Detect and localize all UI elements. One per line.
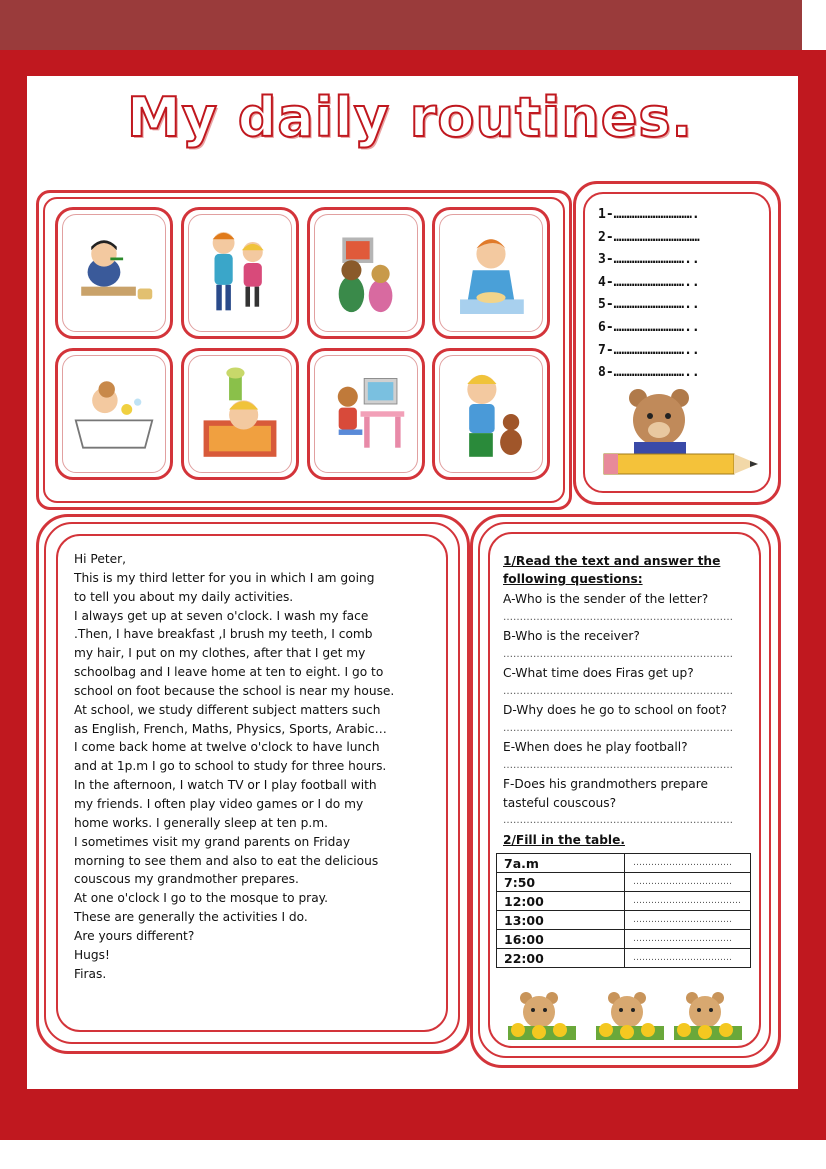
letter-line: schoolbag and I leave home at ten to eight. I go to (74, 665, 384, 680)
time-cell: 7a.m (497, 854, 625, 873)
answer-blank[interactable]: 4-……………………….. (598, 274, 700, 290)
child-sleeping-icon (189, 356, 291, 472)
letter-line: couscous my grandmother prepares. (74, 872, 299, 887)
kid-at-computer-icon (315, 356, 417, 472)
letter-line: I sometimes visit my grand parents on Friday (74, 834, 351, 849)
exercise1-heading: 1/Read the text and answer the following questions: (503, 554, 721, 586)
picture-card-5 (55, 348, 173, 480)
answer-blank[interactable]: 3-……………………….. (598, 252, 700, 268)
exercise2-heading: 2/Fill in the table. (503, 833, 625, 847)
letter-line: .Then, I have breakfast ,I brush my teeth, I comb (74, 627, 373, 642)
answer-blanks-list (598, 204, 700, 385)
question-d: D-Why does he go to school on foot? (503, 703, 727, 717)
time-cell: 13:00 (497, 911, 625, 930)
table-row (497, 892, 751, 911)
answer-line-c[interactable]: …………………………………………………………… (503, 685, 733, 697)
letter-line: At school, we study different subject matters such (74, 702, 381, 717)
picture-card-6 (181, 348, 299, 480)
boy-eating-breakfast-icon (440, 215, 542, 331)
questions-list (503, 590, 753, 831)
letter-line: morning to see them and also to eat the delicious (74, 853, 379, 868)
teddy-bear-with-pencil-icon (598, 386, 764, 486)
time-cell: 16:00 (497, 930, 625, 949)
activity-cell[interactable]: …………………………… (625, 930, 751, 949)
letter-text (74, 550, 434, 983)
worksheet-title: My daily routines. (126, 86, 694, 149)
question-a: A-Who is the sender of the letter? (503, 592, 709, 606)
picture-card-8 (432, 348, 550, 480)
letter-line: Hugs! (74, 947, 110, 962)
picture-card-1 (55, 207, 173, 339)
letter-line: I always get up at seven o'clock. I wash my face (74, 608, 369, 623)
boy-brushing-teeth-icon (63, 215, 165, 331)
answer-blank[interactable]: 6-……………………….. (598, 319, 700, 335)
letter-line: At one o'clock I go to the mosque to pray. (74, 891, 329, 906)
table-row (497, 911, 751, 930)
time-cell: 12:00 (497, 892, 625, 911)
time-cell: 22:00 (497, 949, 625, 968)
question-f: F-Does his grandmothers prepare tasteful couscous? (503, 777, 708, 810)
time-cell: 7:50 (497, 873, 625, 892)
letter-line: to tell you about my daily activities. (74, 589, 294, 604)
activity-cell[interactable]: …………………………… (625, 949, 751, 968)
activity-cell[interactable]: …………………………… (625, 911, 751, 930)
answer-blank[interactable]: 7-……………………….. (598, 342, 700, 358)
fill-table (496, 853, 751, 968)
picture-card-2 (181, 207, 299, 339)
activity-cell[interactable]: …………………………… (625, 854, 751, 873)
answer-line-e[interactable]: …………………………………………………………… (503, 759, 733, 771)
answer-line-f[interactable]: …………………………………………………………… (503, 815, 733, 826)
question-c: C-What time does Firas get up? (503, 666, 694, 680)
answer-blank[interactable]: 1-…………………………. (598, 207, 700, 222)
kids-watching-tv-icon (315, 215, 417, 331)
table-row (497, 873, 751, 892)
letter-line: Are yours different? (74, 928, 195, 943)
letter-line: home works. I generally sleep at ten p.m. (74, 815, 328, 830)
picture-card-7 (307, 348, 425, 480)
baby-bathing-icon (63, 356, 165, 472)
letter-line: and at 1p.m I go to school to study for three hours. (74, 759, 387, 774)
letter-line: In the afternoon, I watch TV or I play football with (74, 778, 377, 793)
top-banner (0, 0, 802, 50)
kids-going-to-school-icon (189, 215, 291, 331)
table-row (497, 930, 751, 949)
letter-line: These are generally the activities I do. (74, 910, 308, 925)
activity-cell[interactable]: ……………………………… (625, 892, 751, 911)
letter-line: as English, French, Maths, Physics, Sports, Arabic… (74, 721, 387, 736)
table-row (497, 949, 751, 968)
letter-line: Firas. (74, 966, 107, 981)
letter-line: school on foot because the school is near my house. (74, 683, 395, 698)
answer-blank[interactable]: 8-……………………….. (598, 365, 700, 381)
answer-blank[interactable]: 5-……………………….. (598, 297, 700, 313)
letter-line: my hair, I put on my clothes, after that I get my (74, 646, 366, 661)
answer-blank[interactable]: 2-…………………………… (598, 229, 700, 245)
answer-line-a[interactable]: …………………………………………………………… (503, 611, 733, 623)
teddy-bears-with-sunflowers-icon (504, 990, 746, 1048)
table-row (497, 854, 751, 873)
activity-cell[interactable]: …………………………… (625, 873, 751, 892)
answer-line-d[interactable]: …………………………………………………………… (503, 722, 733, 734)
answer-line-b[interactable]: …………………………………………………………… (503, 648, 733, 660)
letter-line: Hi Peter, (74, 552, 126, 566)
question-b: B-Who is the receiver? (503, 629, 640, 643)
picture-card-4 (432, 207, 550, 339)
letter-line: This is my third letter for you in which I am going (74, 570, 375, 585)
letter-line: my friends. I often play video games or I do my (74, 796, 364, 811)
letter-line: I come back home at twelve o'clock to have lunch (74, 740, 380, 755)
picture-card-3 (307, 207, 425, 339)
question-e: E-When does he play football? (503, 740, 688, 754)
boy-with-teddy-icon (440, 356, 542, 472)
